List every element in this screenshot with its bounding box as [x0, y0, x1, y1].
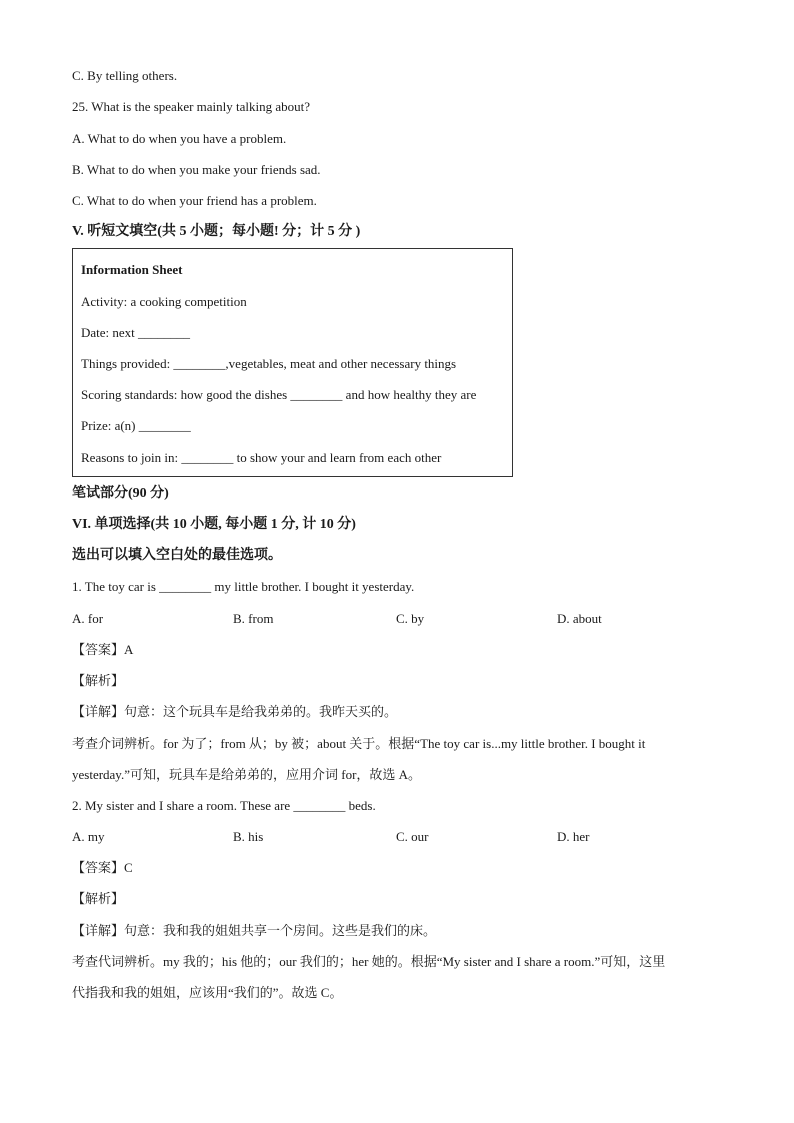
q25-option-c: C. What to do when your friend has a problem.: [72, 193, 317, 208]
info-date: Date: next ________: [81, 325, 191, 340]
q2-explain-line-2: 代指我和我的姐姐，应该用“我们的”。故选 C。: [72, 985, 343, 1000]
q1-option-d: D. about: [557, 611, 602, 626]
q2-detail: 【详解】句意：我和我的姐姐共享一个房间。这些是我们的床。: [72, 923, 437, 938]
information-sheet: [72, 248, 513, 477]
info-scoring-standards: Scoring standards: how good the dishes ________ and how healthy they are: [81, 387, 477, 402]
info-sheet-title: Information Sheet: [81, 262, 183, 277]
q25-option-a: A. What to do when you have a problem.: [72, 131, 287, 146]
q2-analysis-label: 【解析】: [72, 891, 125, 906]
written-part-heading: 笔试部分(90 分): [72, 486, 169, 501]
q1-answer: 【答案】A: [72, 642, 134, 657]
q2-option-d: D. her: [557, 829, 590, 844]
q2-stem: 2. My sister and I share a room. These are ________ beds.: [72, 798, 376, 813]
q25-question: 25. What is the speaker mainly talking about?: [72, 99, 311, 114]
q1-explain-line-2: yesterday.”可知，玩具车是给弟弟的，应用介词 for，故选 A。: [72, 767, 422, 782]
section-vi-instruction: 选出可以填入空白处的最佳选项。: [72, 548, 282, 563]
q1-stem: 1. The toy car is ________ my little brother. I bought it yesterday.: [72, 579, 415, 594]
q2-explain-line-1: 考查代词辨析。my 我的；his 他的；our 我们的；her 她的。根据“My sister and I share a room.”可知，这里: [72, 954, 666, 969]
q24-option-c: C. By telling others.: [72, 68, 178, 83]
q2-option-a: A. my: [72, 829, 105, 844]
section-vi-heading: VI. 单项选择(共 10 小题, 每小题 1 分, 计 10 分): [72, 517, 356, 532]
info-prize: Prize: a(n) ________: [81, 418, 191, 433]
q25-option-b: B. What to do when you make your friends sad.: [72, 162, 321, 177]
section-v-heading: V. 听短文填空(共 5 小题；每小题! 分；计 5 分 ): [72, 224, 361, 239]
q2-option-c: C. our: [396, 829, 429, 844]
q1-explain-line-1: 考查介词辨析。for 为了；from 从；by 被；about 关于。根据“The toy car is...my little brother. I bought it: [72, 736, 646, 751]
info-reasons: Reasons to join in: ________ to show your and learn from each other: [81, 450, 442, 465]
q2-answer: 【答案】C: [72, 860, 133, 875]
q1-option-c: C. by: [396, 611, 425, 626]
q1-option-a: A. for: [72, 611, 104, 626]
q1-option-b: B. from: [233, 611, 274, 626]
info-activity: Activity: a cooking competition: [81, 294, 247, 309]
q2-option-b: B. his: [233, 829, 264, 844]
info-things-provided: Things provided: ________,vegetables, meat and other necessary things: [81, 356, 457, 371]
q1-detail: 【详解】句意：这个玩具车是给我弟弟的。我昨天买的。: [72, 704, 398, 719]
q1-analysis-label: 【解析】: [72, 673, 125, 688]
